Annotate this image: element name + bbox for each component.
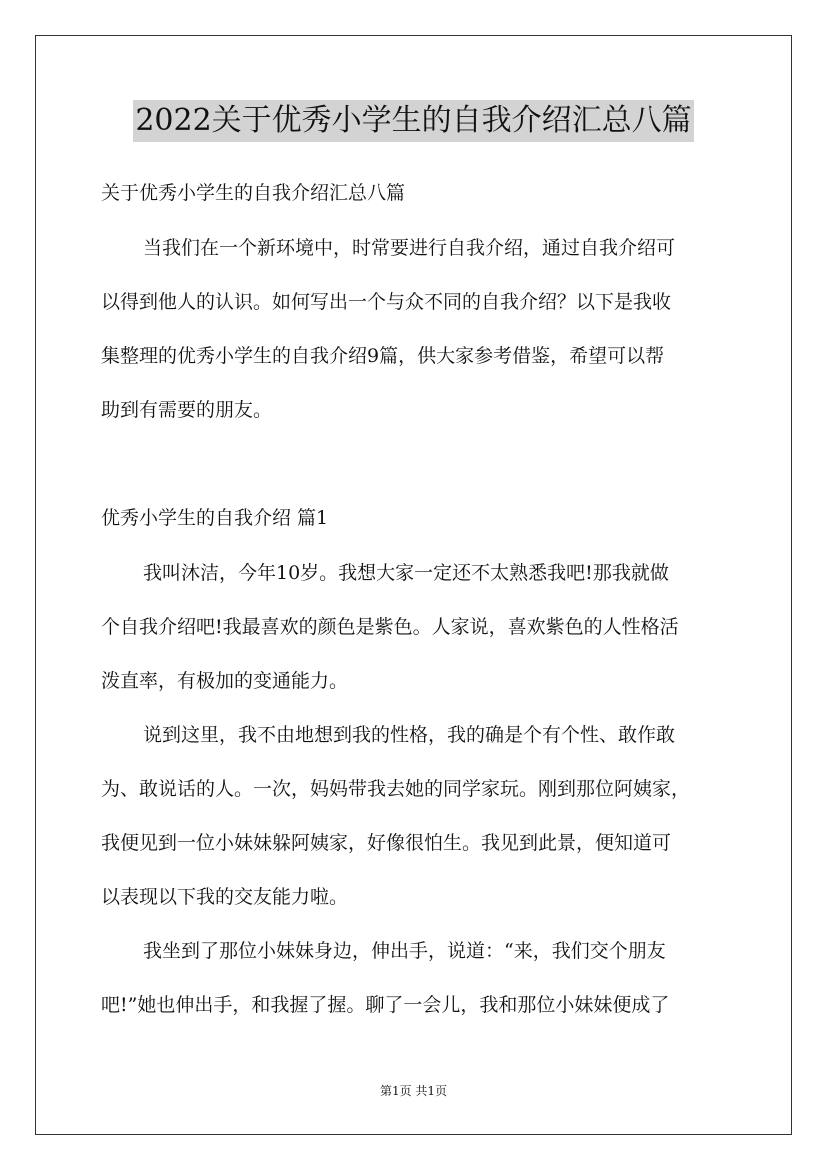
title-container (0, 100, 827, 142)
intro-line-4: 助到有需要的朋友。 (101, 399, 273, 421)
intro-line-1: 当我们在一个新环境中，时常要进行自我介绍，通过自我介绍可 (143, 237, 676, 259)
para3-line-1: 我坐到了那位小妹妹身边，伸出手，说道：“来，我们交个朋友 (143, 940, 666, 962)
page-footer: 第1页 共1页 (379, 1084, 448, 1098)
intro-line-2: 以得到他人的认识。如何写出一个与众不同的自我介绍？以下是我收 (101, 291, 672, 313)
para1-line-1: 我叫沐洁，今年10岁。我想大家一定还不太熟悉我吧!那我就做 (143, 562, 669, 584)
para2-line-3: 我便见到一位小妹妹躲阿姨家，好像很怕生。我见到此景，便知道可 (101, 832, 672, 854)
section-heading: 优秀小学生的自我介绍 篇1 (101, 507, 329, 529)
para2-line-4: 以表现以下我的交友能力啦。 (101, 886, 349, 908)
document-title: 2022关于优秀小学生的自我介绍汇总八篇 (133, 100, 693, 142)
para1-line-2: 个自我介绍吧!我最喜欢的颜色是紫色。人家说，喜欢紫色的人性格活 (101, 616, 679, 638)
para3-line-2: 吧!”她也伸出手，和我握了握。聊了一会儿，我和那位小妹妹便成了 (101, 994, 670, 1016)
document-subtitle: 关于优秀小学生的自我介绍汇总八篇 (101, 182, 406, 204)
para2-line-1: 说到这里，我不由地想到我的性格，我的确是个有个性、敢作敢 (143, 724, 676, 746)
para2-line-2: 为、敢说话的人。一次，妈妈带我去她的同学家玩。刚到那位阿姨家， (101, 778, 691, 800)
para1-line-3: 泼直率，有极加的变通能力。 (101, 670, 349, 692)
intro-line-3: 集整理的优秀小学生的自我介绍9篇，供大家参考借鉴，希望可以帮 (101, 345, 665, 367)
